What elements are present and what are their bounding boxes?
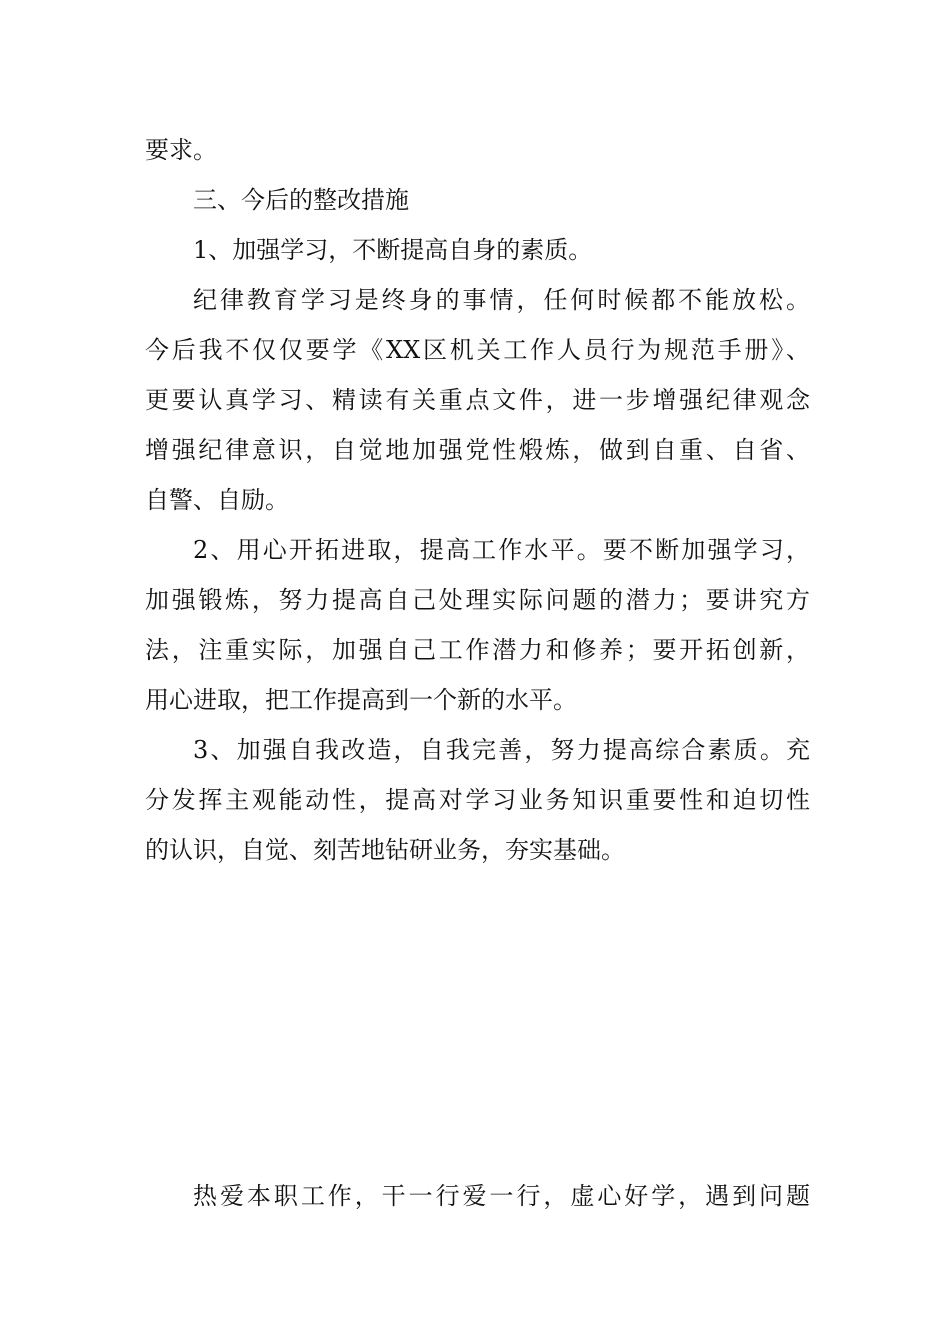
text-line: 增强纪律意识，自觉地加强党性煅炼，做到自重、自省、 — [145, 436, 810, 464]
text-line: 2、用心开拓进取，提高工作水平。要不断加强学习， — [193, 536, 810, 564]
text-line: 热爱本职工作，干一行爱一行，虚心好学，遇到问题 — [193, 1182, 810, 1210]
text-line: 要求。 — [145, 136, 217, 164]
text-line: 今后我不仅仅要学《XX区机关工作人员行为规范手册》、 — [145, 336, 810, 364]
text-line: 的认识，自觉、刻苦地钻研业务，夯实基础。 — [145, 836, 625, 864]
text-line: 3、加强自我改造，自我完善，努力提高综合素质。充 — [193, 736, 810, 764]
text-line: 法，注重实际，加强自己工作潜力和修养；要开拓创新， — [145, 636, 810, 664]
text-line: 用心进取，把工作提高到一个新的水平。 — [145, 686, 577, 714]
text-line: 分发挥主观能动性，提高对学习业务知识重要性和迫切性 — [145, 786, 810, 814]
text-line: 纪律教育学习是终身的事情，任何时候都不能放松。 — [193, 286, 810, 314]
text-line: 更要认真学习、精读有关重点文件，进一步增强纪律观念 — [145, 386, 810, 414]
text-line: 自警、自励。 — [145, 486, 289, 514]
subsection-heading: 1、加强学习，不断提高自身的素质。 — [193, 236, 593, 264]
text-line: 加强锻炼，努力提高自己处理实际问题的潜力；要讲究方 — [145, 586, 810, 614]
section-heading: 三、今后的整改措施 — [193, 186, 409, 214]
